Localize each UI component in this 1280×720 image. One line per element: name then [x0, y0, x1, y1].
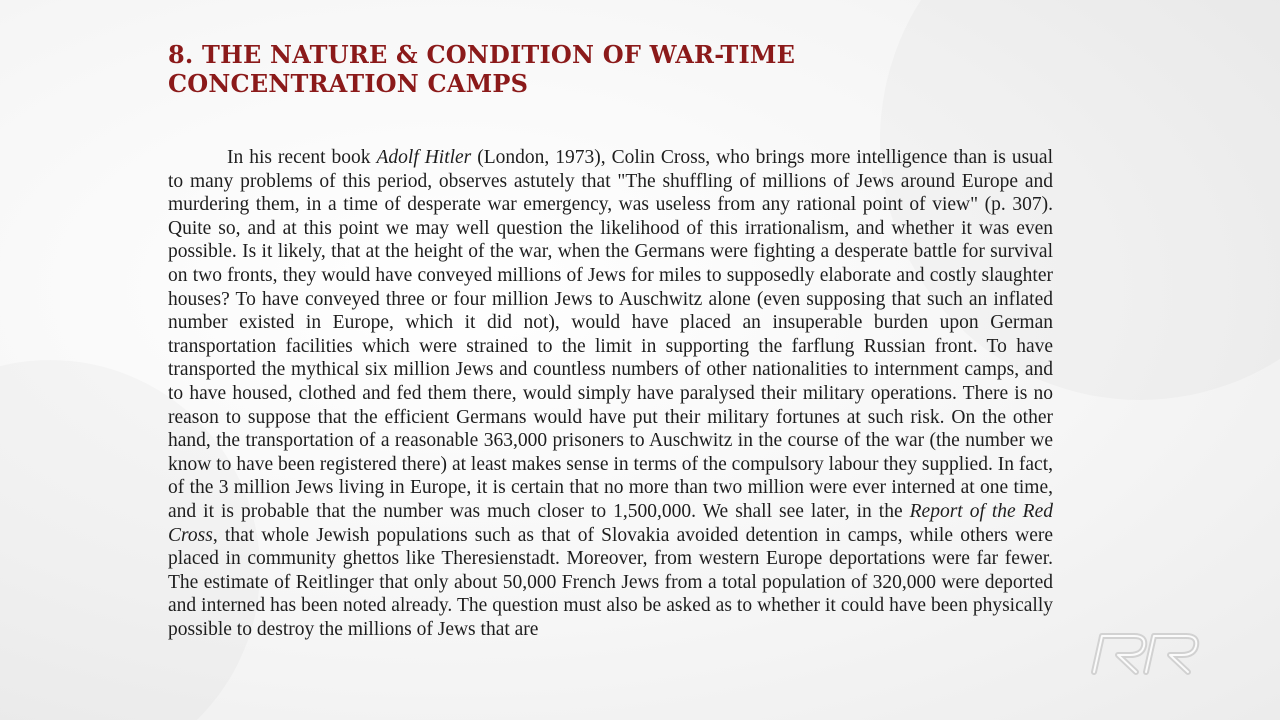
paragraph-text-part-3: , that whole Jewish populations such as that of Slovakia avoided detention in camps, while others were placed in community ghettos like Theresienstadt. Moreover, from western Europe deportations were far fewer. The estimate of Reitlinger that only about 50,000 French Jews from a total population of 320,000 were deported and interned has been noted already. The question must also be asked as to whether it could have been physically possible to destroy the millions of Jews that are [168, 524, 1053, 640]
document-page [168, 40, 1053, 641]
rr-logo-icon [1088, 628, 1208, 678]
body-paragraph [168, 146, 1053, 641]
paragraph-text-part-2: (London, 1973), Colin Cross, who brings more intelligence than is usual to many problems of this period, observes astutely that "The shuffling of millions of Jews around Europe and murdering them, in a time of desperate war emergency, was useless from any rational point of view" (p. 307). Quite so, and at this point we may well question the likelihood of this irrationalism, and whether it was even possible. Is it likely, that at the height of the war, when the Germans were fighting a desperate battle for survival on two fronts, they would have conveyed millions of Jews for miles to supposedly elaborate and costly slaughter houses? To have conveyed three or four million Jews to Auschwitz alone (even supposing that such an inflated number existed in Europe, which it did not), would have placed an insuperable burden upon German transportation facilities which were strained to the limit in supporting the farflung Russian front. To have transported the mythical six million Jews and countless numbers of other nationalities to internment camps, and to have housed, clothed and fed them there, would simply have paralysed their military operations. There is no reason to suppose that the efficient Germans would have put their military fortunes at such risk. On the other hand, the transportation of a reasonable 363,000 prisoners to Auschwitz in the course of the war (the number we know to have been registered there) at least makes sense in terms of the compulsory labour they supplied. In fact, of the 3 million Jews living in Europe, it is certain that no more than two million were ever interned at one time, and it is probable that the number was much closer to 1,500,000. We shall see later, in the [168, 147, 1054, 522]
book-title: Adolf Hitler [376, 147, 472, 168]
page-title: 8. THE NATURE & CONDITION OF WAR-TIME CONCENTRATION CAMPS [168, 40, 796, 98]
paragraph-text-part-1: In his recent book [227, 147, 377, 168]
report-title: Report of the Red Cross [168, 500, 1053, 546]
